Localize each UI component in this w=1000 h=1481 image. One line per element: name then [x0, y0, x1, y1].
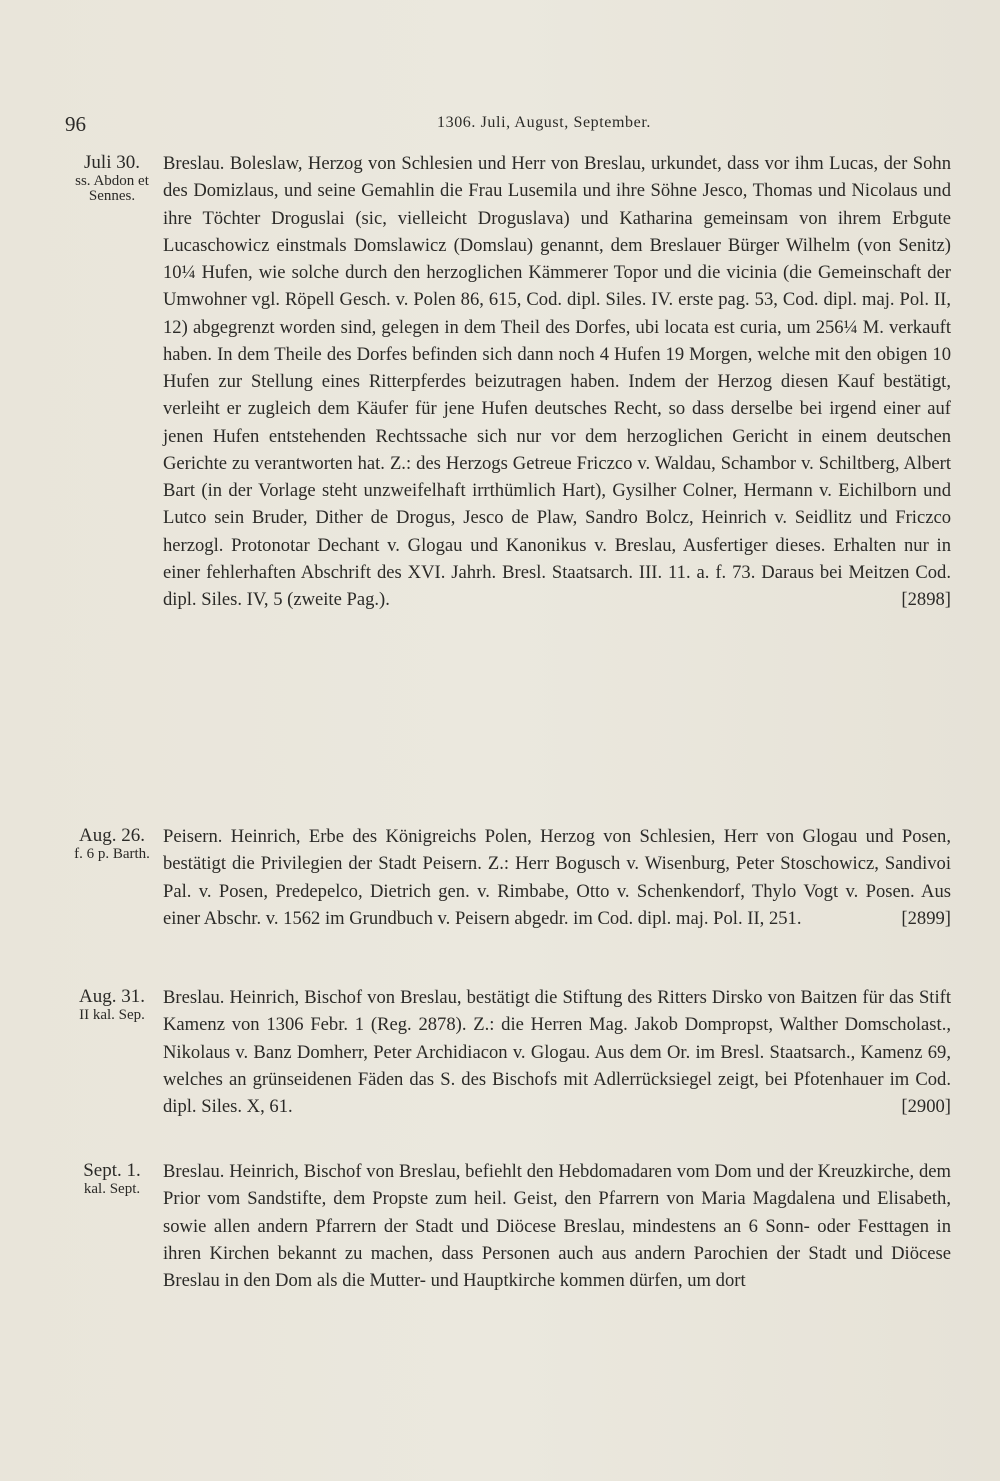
entry-date: Aug. 31.: [79, 986, 145, 1007]
entry-body: Peisern. Heinrich, Erbe des Königreichs Polen, Herzog von Schlesien, Herr von Glogau und Posen, bestätigt die Privilegien der Stadt Peisern. Z.: Herr Bogusch v. Wisenburg, Peter Stoschowicz, Sandivoi Pal. v. Posen, Predepelco, Dietrich gen. v. Rimbabe, Otto v. Schenkendorf, Thylo Vogt v. Posen. Aus einer Abschr. v. 1562 im Grundbuch v. Peisern abgedr. im Cod. dipl. maj. Pol. II, 251.: [163, 826, 951, 929]
register-number: [2900]: [901, 1096, 951, 1117]
entry-text: [163, 150, 951, 613]
register-number: [2899]: [901, 907, 951, 929]
entry-feast-day: kal. Sept.: [83, 1181, 141, 1197]
entry-date: Aug. 26.: [79, 825, 145, 846]
entry-text: [163, 984, 951, 1120]
entry-margin-note: [62, 825, 162, 862]
entry-margin-note: [62, 986, 162, 1023]
running-head: 1306. Juli, August, September.: [437, 114, 651, 131]
entry-feast-day: II kal. Sep.: [79, 1007, 145, 1023]
entry-feast-day: ss. Abdon et Sennes.: [75, 173, 149, 204]
entry-text: [163, 1158, 951, 1294]
entry-body: Breslau. Heinrich, Bischof von Breslau, bestätigt die Stiftung des Ritters Dirsko von Baitzen für das Stift Kamenz von 1306 Febr. 1 (Reg. 2878). Z.: die Herren Mag. Jakob Dompropst, Walther Domscholast., Nikolaus v. Banz Domherr, Peter Archidiacon v. Glogau. Aus dem Or. im Bresl. Staatsarch., Kamenz 69, welches an grünseidenen Fäden das S. des Bischofs mit Adlerrücksiegel zeigt, bei Pfotenhauer im Cod. dipl. Siles. X, 61.: [163, 987, 951, 1117]
entry-body: Breslau. Boleslaw, Herzog von Schlesien und Herr von Breslau, urkundet, dass vor ihm Lucas, der Sohn des Domizlaus, und seine Gemahlin die Frau Lusemila und ihre Söhne Jesco, Thomas und Nicolaus und ihre Töchter Droguslai (sic, vielleicht Droguslava) und Katharina gemeinsam von ihrem Erbgute Lucaschowicz einstmals Domslawicz (Domslau) genannt, dem Breslauer Bürger Wilhelm (von Senitz) 10¼ Hufen, wie solche durch den herzoglichen Kämmerer Topor und die vicinia (die Gemeinschaft der Umwohner vgl. Röpell Gesch. v. Polen 86, 615, Cod. dipl. Siles. IV. erste pag. 53, Cod. dipl. maj. Pol. II, 12) abgegrenzt worden sind, gelegen in dem Theil des Dorfes, ubi locata est curia, um 256¼ M. verkauft haben. In dem Theile des Dorfes befinden sich dann noch 4 Hufen 19 Morgen, welche mit den obigen 10 Hufen zur Stellung eines Ritterpferdes beizutragen haben. Indem der Herzog diesen Kauf bestätigt, verleiht er zugleich dem Käufer für jene Hufen deutsches Recht, so dass derselbe bei irgend einer auf jenen Hufen entstehenden Rechtssache sich nur vor dem herzoglichen Gericht in einem deutschen Gerichte zu verantworten hat. Z.: des Herzogs Getreue Friczco v. Waldau, Schambor v. Schiltberg, Albert Bart (in der Vorlage steht unzweifelhaft irrthümlich Hart), Gysilher Colner, Hermann v. Eichilborn und Lutco sein Bruder, Dither de Drogus, Jesco de Plaw, Sandro Bolcz, Heinrich v. Seidlitz und Friczco herzogl. Protonotar Dechant v. Glogau und Kanonikus v. Breslau, Ausfertiger dieses. Erhalten nur in einer fehlerhaften Abschrift des XVI. Jahrh. Bresl. Staatsarch. III. 11. a. f. 73. Daraus bei Meitzen Cod. dipl. Siles. IV, 5 (zweite Pag.).: [163, 153, 951, 610]
entry-date: Juli 30.: [84, 152, 140, 173]
entry-body: Breslau. Heinrich, Bischof von Breslau, befiehlt den Hebdomadaren vom Dom und der Kreuzkirche, dem Prior vom Sandstifte, dem Propste zum heil. Geist, den Pfarrern von Maria Magdalena und Elisabeth, sowie allen andern Pfarrern der Stadt und Diöcese Breslau, mindestens an 6 Sonn- oder Festtagen in ihren Kirchen bekannt zu machen, dass Personen auch aus andern Parochien der Stadt und Diöcese Breslau in den Dom als die Mutter- und Hauptkirche kommen dürfen, um dort: [163, 1161, 951, 1291]
entry-text: [163, 823, 951, 932]
entry-margin-note: [62, 152, 162, 204]
entry-margin-note: [62, 1160, 162, 1197]
entry-date: Sept. 1.: [83, 1160, 141, 1181]
register-number: [2898]: [901, 589, 951, 610]
page-number: 96: [65, 112, 86, 136]
page-header: [65, 112, 955, 142]
entry-feast-day: f. 6 p. Barth.: [74, 846, 150, 862]
